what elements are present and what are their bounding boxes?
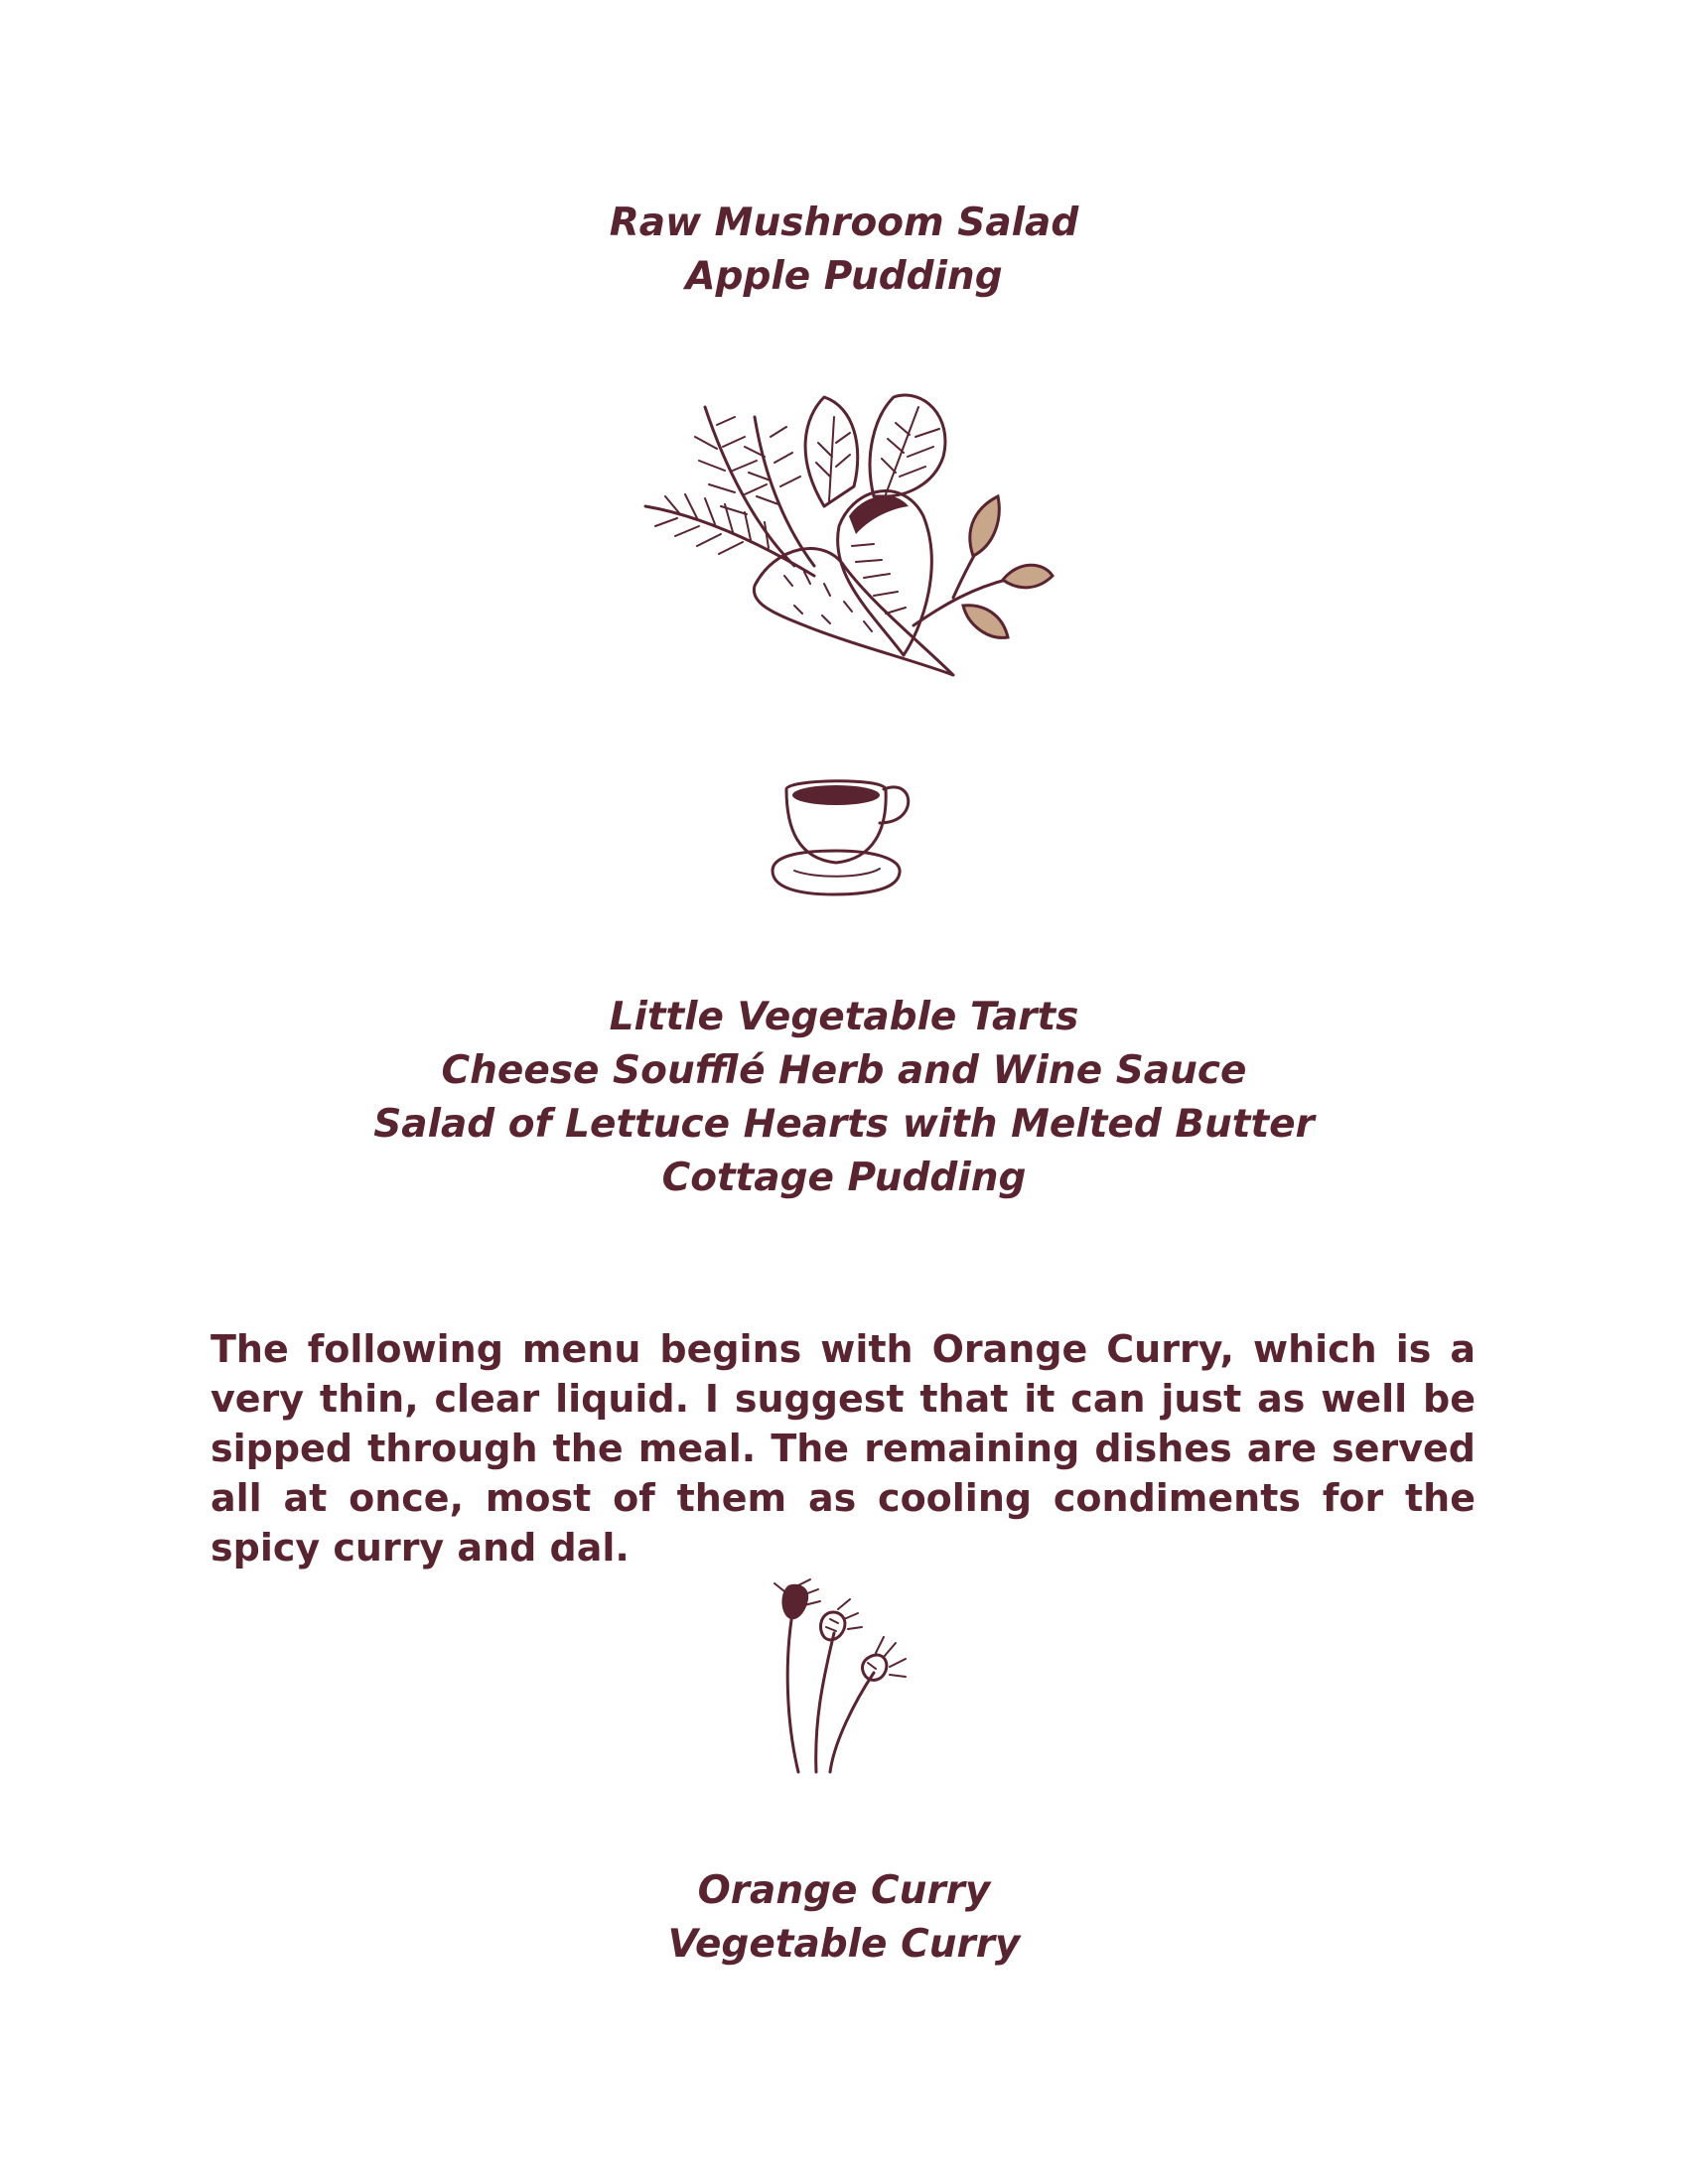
teacup-icon [765, 759, 923, 908]
menu-list-one [0, 197, 1688, 304]
menu-list-two [0, 991, 1688, 1205]
menu-item: Little Vegetable Tarts [609, 995, 1079, 1039]
menu-item: Orange Curry [697, 1868, 991, 1913]
menu-item: Cottage Pudding [661, 1156, 1027, 1200]
menu-item: Salad of Lettuce Hearts with Melted Butter [373, 1102, 1315, 1147]
menu-item: Raw Mushroom Salad [609, 201, 1079, 245]
menu-item: Cheese Soufflé Herb and Wine Sauce [441, 1048, 1247, 1093]
menu-list-three [0, 1864, 1688, 1972]
menu-item: Apple Pudding [685, 254, 1003, 299]
intro-paragraph: The following menu begins with Orange Curry, which is a very thin, clear liquid. I suggest that it can just as well be sipped through the meal. The remaining dishes are served all at once, most of them as cooling condiments for the spicy curry and dal. [211, 1327, 1476, 1570]
root-vegetables-icon [626, 377, 1062, 685]
menu-item: Vegetable Curry [667, 1922, 1021, 1967]
wheat-stalks-icon [765, 1573, 933, 1777]
